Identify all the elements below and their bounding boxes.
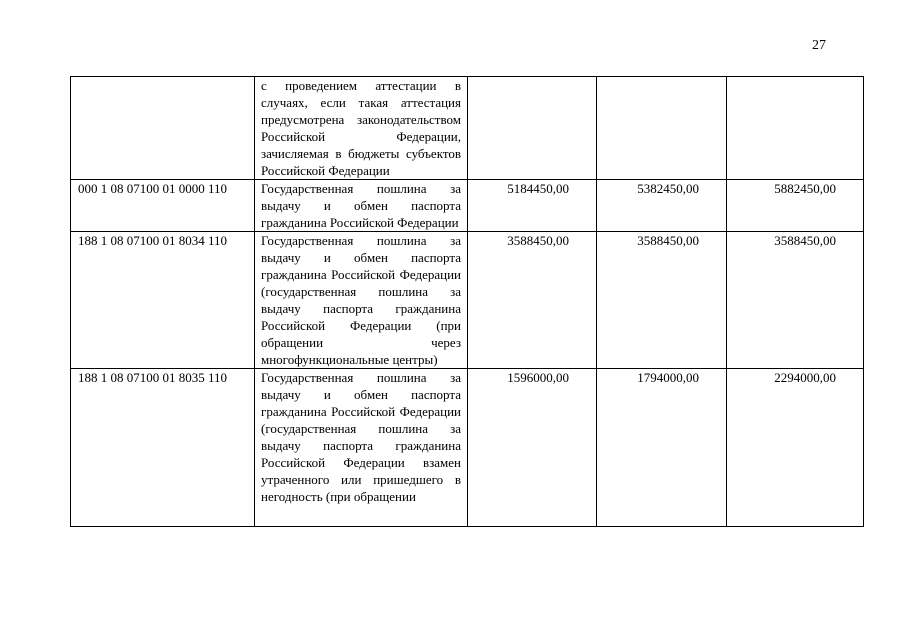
revenue-code-cell: 188 1 08 07100 01 8034 110	[71, 232, 255, 369]
value-cell-year-1: 3588450,00	[468, 232, 597, 369]
value-cell-year-2: 1794000,00	[597, 369, 727, 527]
page-number: 27	[812, 38, 826, 53]
value-cell-year-3: 3588450,00	[727, 232, 864, 369]
value-cell-year-1: 1596000,00	[468, 369, 597, 527]
revenue-name-cell: с проведением аттестации в случаях, если такая аттестация предусмотрена законодательством Российской Федерации, зачисляемая в бюджеты субъектов Российской Федерации	[255, 77, 468, 180]
table-row	[71, 369, 864, 527]
table-row	[71, 232, 864, 369]
budget-revenue-table	[70, 76, 864, 527]
value-cell-year-1	[468, 77, 597, 180]
value-cell-year-2: 3588450,00	[597, 232, 727, 369]
revenue-code-cell	[71, 77, 255, 180]
table-row	[71, 77, 864, 180]
revenue-name-cell: Государственная пошлина за выдачу и обмен паспорта гражданина Российской Федерации	[255, 180, 468, 232]
revenue-name-cell: Государственная пошлина за выдачу и обмен паспорта гражданина Российской Федерации (государственная пошлина за выдачу паспорта гражданина Российской Федерации (при обращении через многофункциональные центры)	[255, 232, 468, 369]
value-cell-year-3	[727, 77, 864, 180]
revenue-name-cell: Государственная пошлина за выдачу и обмен паспорта гражданина Российской Федерации (государственная пошлина за выдачу паспорта гражданина Российской Федерации взамен утраченного или пришедшего в негодность (при обращении	[255, 369, 468, 527]
value-cell-year-3: 2294000,00	[727, 369, 864, 527]
value-cell-year-2	[597, 77, 727, 180]
value-cell-year-1: 5184450,00	[468, 180, 597, 232]
revenue-code-cell: 188 1 08 07100 01 8035 110	[71, 369, 255, 527]
value-cell-year-3: 5882450,00	[727, 180, 864, 232]
revenue-code-cell: 000 1 08 07100 01 0000 110	[71, 180, 255, 232]
value-cell-year-2: 5382450,00	[597, 180, 727, 232]
table-row	[71, 180, 864, 232]
